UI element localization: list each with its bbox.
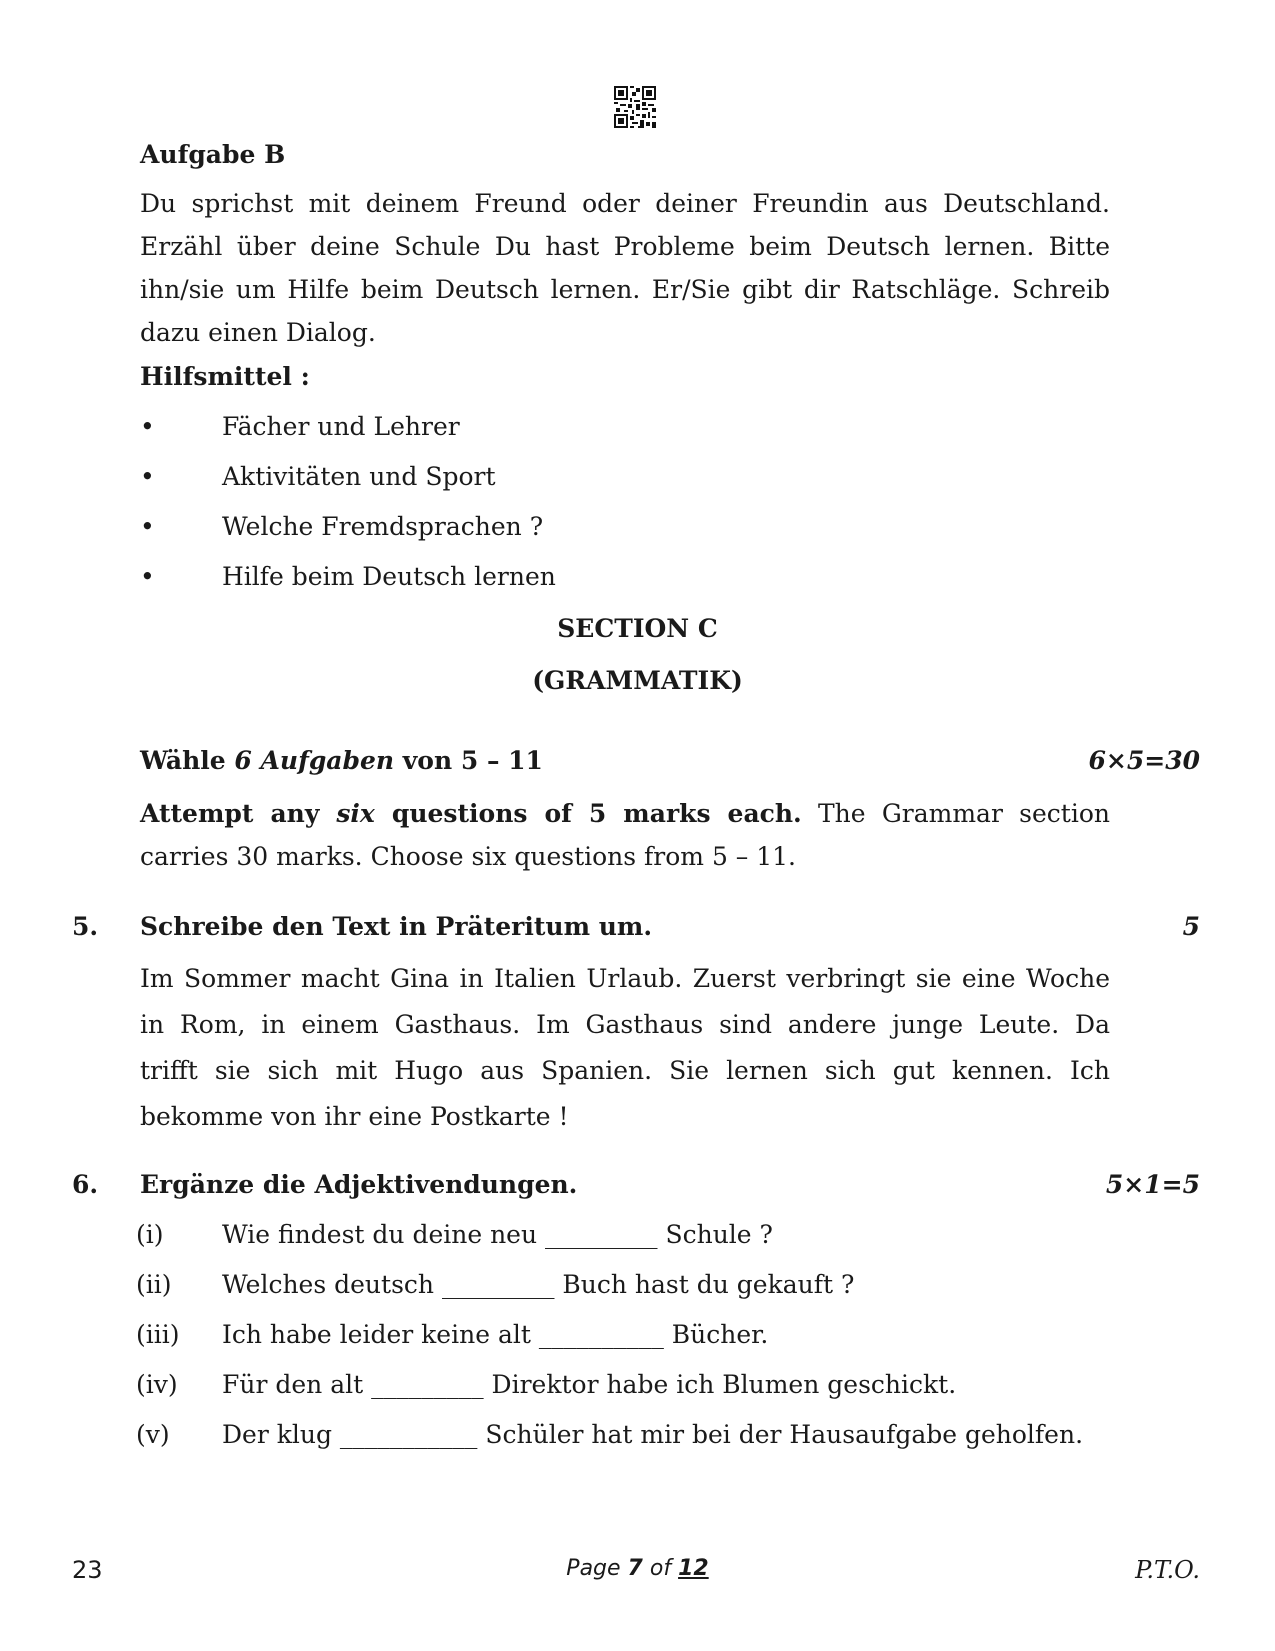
- qr-code-icon: [614, 86, 656, 128]
- task-b-line: ihn/sie um Hilfe beim Deutsch lernen. Er/Sie gibt dir Ratschläge. Schreib: [140, 275, 1110, 304]
- section-title: SECTION C: [557, 614, 718, 643]
- question-marks: 5: [1182, 912, 1200, 941]
- q5-line: in Rom, in einem Gasthaus. Im Gasthaus sind andere junge Leute. Da: [140, 1010, 1110, 1039]
- page-of: of: [642, 1556, 679, 1581]
- item-text: Für den alt _________ Direktor habe ich Blumen geschickt.: [222, 1370, 957, 1399]
- question-number: 6.: [72, 1170, 99, 1199]
- q5-line: Im Sommer macht Gina in Italien Urlaub. Zuerst verbringt sie eine Woche: [140, 964, 1110, 993]
- choose-instruction: [140, 746, 543, 775]
- page-total: 12: [678, 1556, 709, 1581]
- bullet-icon: •: [140, 512, 155, 541]
- page-current: 7: [627, 1556, 643, 1581]
- paper-code: 23: [72, 1556, 103, 1584]
- page-indicator: [0, 1556, 1275, 1581]
- task-b-paragraph: [140, 182, 1110, 354]
- aid-text: Aktivitäten und Sport: [222, 462, 496, 491]
- aids-label: Hilfsmittel :: [140, 362, 310, 391]
- section-subtitle: (GRAMMATIK): [532, 666, 743, 695]
- attempt-bold-rest: questions of 5 marks each.: [374, 799, 802, 828]
- item-number: (i): [136, 1220, 164, 1249]
- item-number: (ii): [136, 1270, 172, 1299]
- item-text: Wie findest du deine neu _________ Schule ?: [222, 1220, 773, 1249]
- aid-text: Fächer und Lehrer: [222, 412, 460, 441]
- page-prefix: Page: [566, 1556, 628, 1581]
- item-number: (iv): [136, 1370, 178, 1399]
- attempt-instruction: [140, 792, 1110, 878]
- attempt-bold: Attempt any: [140, 799, 337, 828]
- choose-count: 6 Aufgaben: [234, 746, 395, 775]
- section-marks: 6×5=30: [1088, 746, 1200, 775]
- question-title: Schreibe den Text in Präteritum um.: [140, 912, 653, 941]
- item-text: Ich habe leider keine alt __________ Bücher.: [222, 1320, 769, 1349]
- attempt-line: [140, 792, 1110, 835]
- bullet-icon: •: [140, 412, 155, 441]
- aid-text: Welche Fremdsprachen ?: [222, 512, 544, 541]
- question-5-text: [140, 956, 1110, 1140]
- item-number: (v): [136, 1420, 170, 1449]
- item-text: Der klug ___________ Schüler hat mir bei der Hausaufgabe geholfen.: [222, 1420, 1084, 1449]
- question-title: Ergänze die Adjektivendungen.: [140, 1170, 578, 1199]
- q5-line: trifft sie sich mit Hugo aus Spanien. Sie lernen sich gut kennen. Ich: [140, 1056, 1110, 1085]
- question-number: 5.: [72, 912, 99, 941]
- choose-range: von 5 – 11: [394, 746, 543, 775]
- attempt-line-2: carries 30 marks. Choose six questions from 5 – 11.: [140, 842, 797, 871]
- task-b-line: dazu einen Dialog.: [140, 318, 376, 347]
- item-text: Welches deutsch _________ Buch hast du gekauft ?: [222, 1270, 855, 1299]
- bullet-icon: •: [140, 562, 155, 591]
- aid-text: Hilfe beim Deutsch lernen: [222, 562, 556, 591]
- pto-label: P.T.O.: [1135, 1556, 1200, 1584]
- attempt-count: six: [336, 799, 375, 828]
- question-marks: 5×1=5: [1105, 1170, 1200, 1199]
- bullet-icon: •: [140, 462, 155, 491]
- attempt-rest: The Grammar section: [801, 799, 1110, 828]
- q5-line: bekomme von ihr eine Postkarte !: [140, 1102, 569, 1131]
- task-b-heading: Aufgabe B: [140, 140, 286, 169]
- item-number: (iii): [136, 1320, 180, 1349]
- task-b-line: Erzähl über deine Schule Du hast Probleme beim Deutsch lernen. Bitte: [140, 232, 1110, 261]
- task-b-line: Du sprichst mit deinem Freund oder deiner Freundin aus Deutschland.: [140, 189, 1110, 218]
- choose-text: Wähle: [140, 746, 235, 775]
